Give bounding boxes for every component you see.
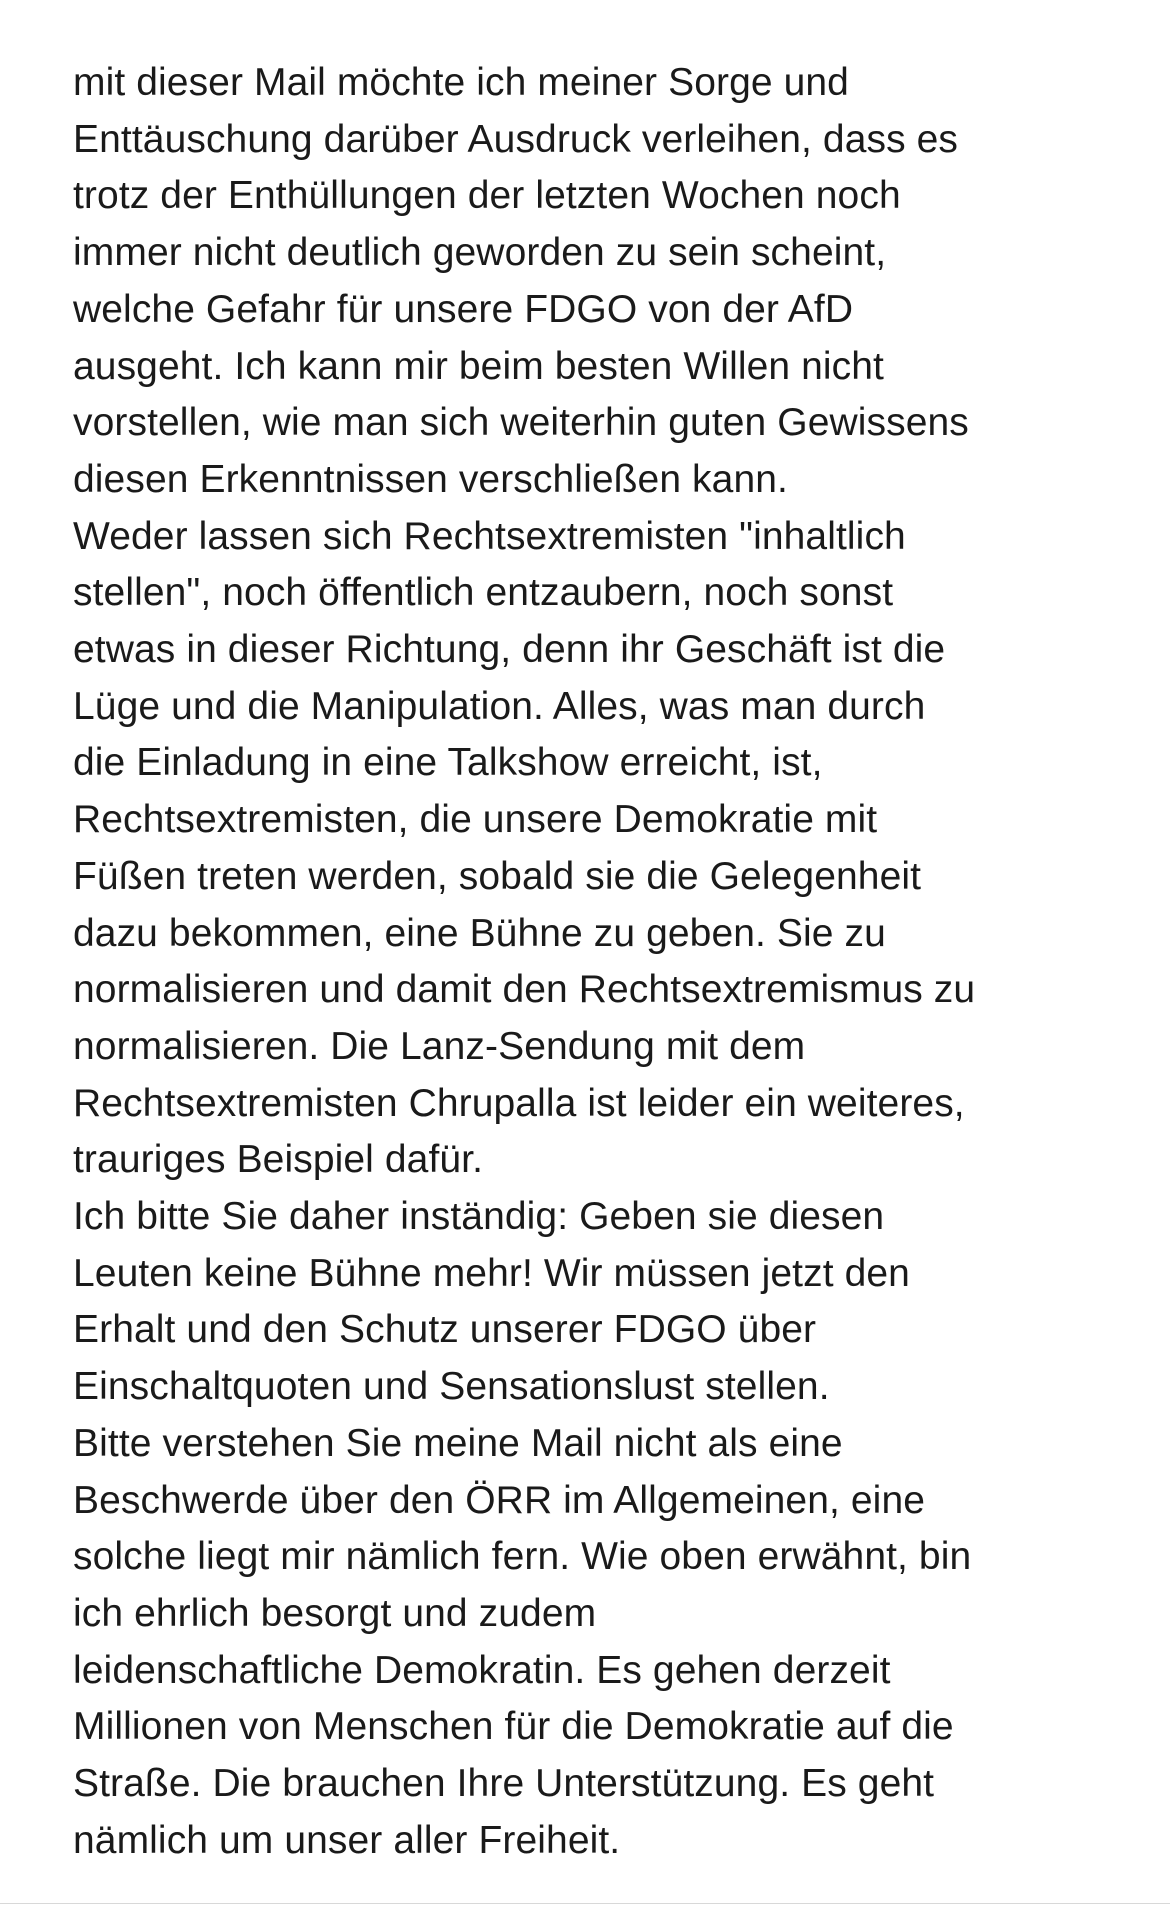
text-line: nämlich um unser aller Freiheit. bbox=[73, 1818, 621, 1862]
text-line: etwas in dieser Richtung, denn ihr Geschäft ist die bbox=[73, 628, 946, 672]
text-line: ich ehrlich besorgt und zudem bbox=[73, 1591, 597, 1635]
text-line: ausgeht. Ich kann mir beim besten Willen nicht bbox=[73, 344, 884, 388]
text-line: normalisieren. Die Lanz-Sendung mit dem bbox=[73, 1024, 806, 1068]
text-line: stellen", noch öffentlich entzaubern, noch sonst bbox=[73, 571, 894, 615]
text-line: trauriges Beispiel dafür. bbox=[73, 1138, 484, 1182]
mail-body-text bbox=[73, 55, 1113, 1870]
text-line: Enttäuschung darüber Ausdruck verleihen, dass es bbox=[73, 117, 959, 161]
text-line: Rechtsextremisten, die unsere Demokratie mit bbox=[73, 798, 878, 842]
bottom-divider bbox=[0, 1903, 1170, 1904]
text-line: normalisieren und damit den Rechtsextremismus zu bbox=[73, 968, 976, 1012]
text-line: Füßen treten werden, sobald sie die Gelegenheit bbox=[73, 854, 922, 898]
text-line: diesen Erkenntnissen verschließen kann. bbox=[73, 457, 788, 501]
text-line: Beschwerde über den ÖRR im Allgemeinen, eine bbox=[73, 1478, 926, 1522]
text-line: Bitte verstehen Sie meine Mail nicht als eine bbox=[73, 1421, 843, 1465]
text-line: Millionen von Menschen für die Demokratie auf die bbox=[73, 1705, 954, 1749]
text-line: Straße. Die brauchen Ihre Unterstützung. Es geht bbox=[73, 1762, 935, 1806]
text-line: solche liegt mir nämlich fern. Wie oben erwähnt, bin bbox=[73, 1535, 972, 1579]
text-line: trotz der Enthüllungen der letzten Wochen noch bbox=[73, 174, 901, 218]
text-line: Leuten keine Bühne mehr! Wir müssen jetzt den bbox=[73, 1251, 910, 1295]
text-line: dazu bekommen, eine Bühne zu geben. Sie zu bbox=[73, 911, 886, 955]
text-line: welche Gefahr für unsere FDGO von der AfD bbox=[73, 287, 854, 331]
text-line: Erhalt und den Schutz unserer FDGO über bbox=[73, 1308, 817, 1352]
text-line: die Einladung in eine Talkshow erreicht, ist, bbox=[73, 741, 823, 785]
text-line: Einschaltquoten und Sensationslust stellen. bbox=[73, 1365, 830, 1409]
text-line: Weder lassen sich Rechtsextremisten "inhaltlich bbox=[73, 514, 906, 558]
text-line: Rechtsextremisten Chrupalla ist leider ein weiteres, bbox=[73, 1081, 965, 1125]
text-line: vorstellen, wie man sich weiterhin guten Gewissens bbox=[73, 401, 969, 445]
text-line: Ich bitte Sie daher inständig: Geben sie diesen bbox=[73, 1195, 885, 1239]
text-line: mit dieser Mail möchte ich meiner Sorge und bbox=[73, 61, 849, 104]
text-line: Lüge und die Manipulation. Alles, was man durch bbox=[73, 684, 926, 728]
text-line: immer nicht deutlich geworden zu sein scheint, bbox=[73, 231, 887, 275]
text-line: leidenschaftliche Demokratin. Es gehen derzeit bbox=[73, 1648, 891, 1692]
